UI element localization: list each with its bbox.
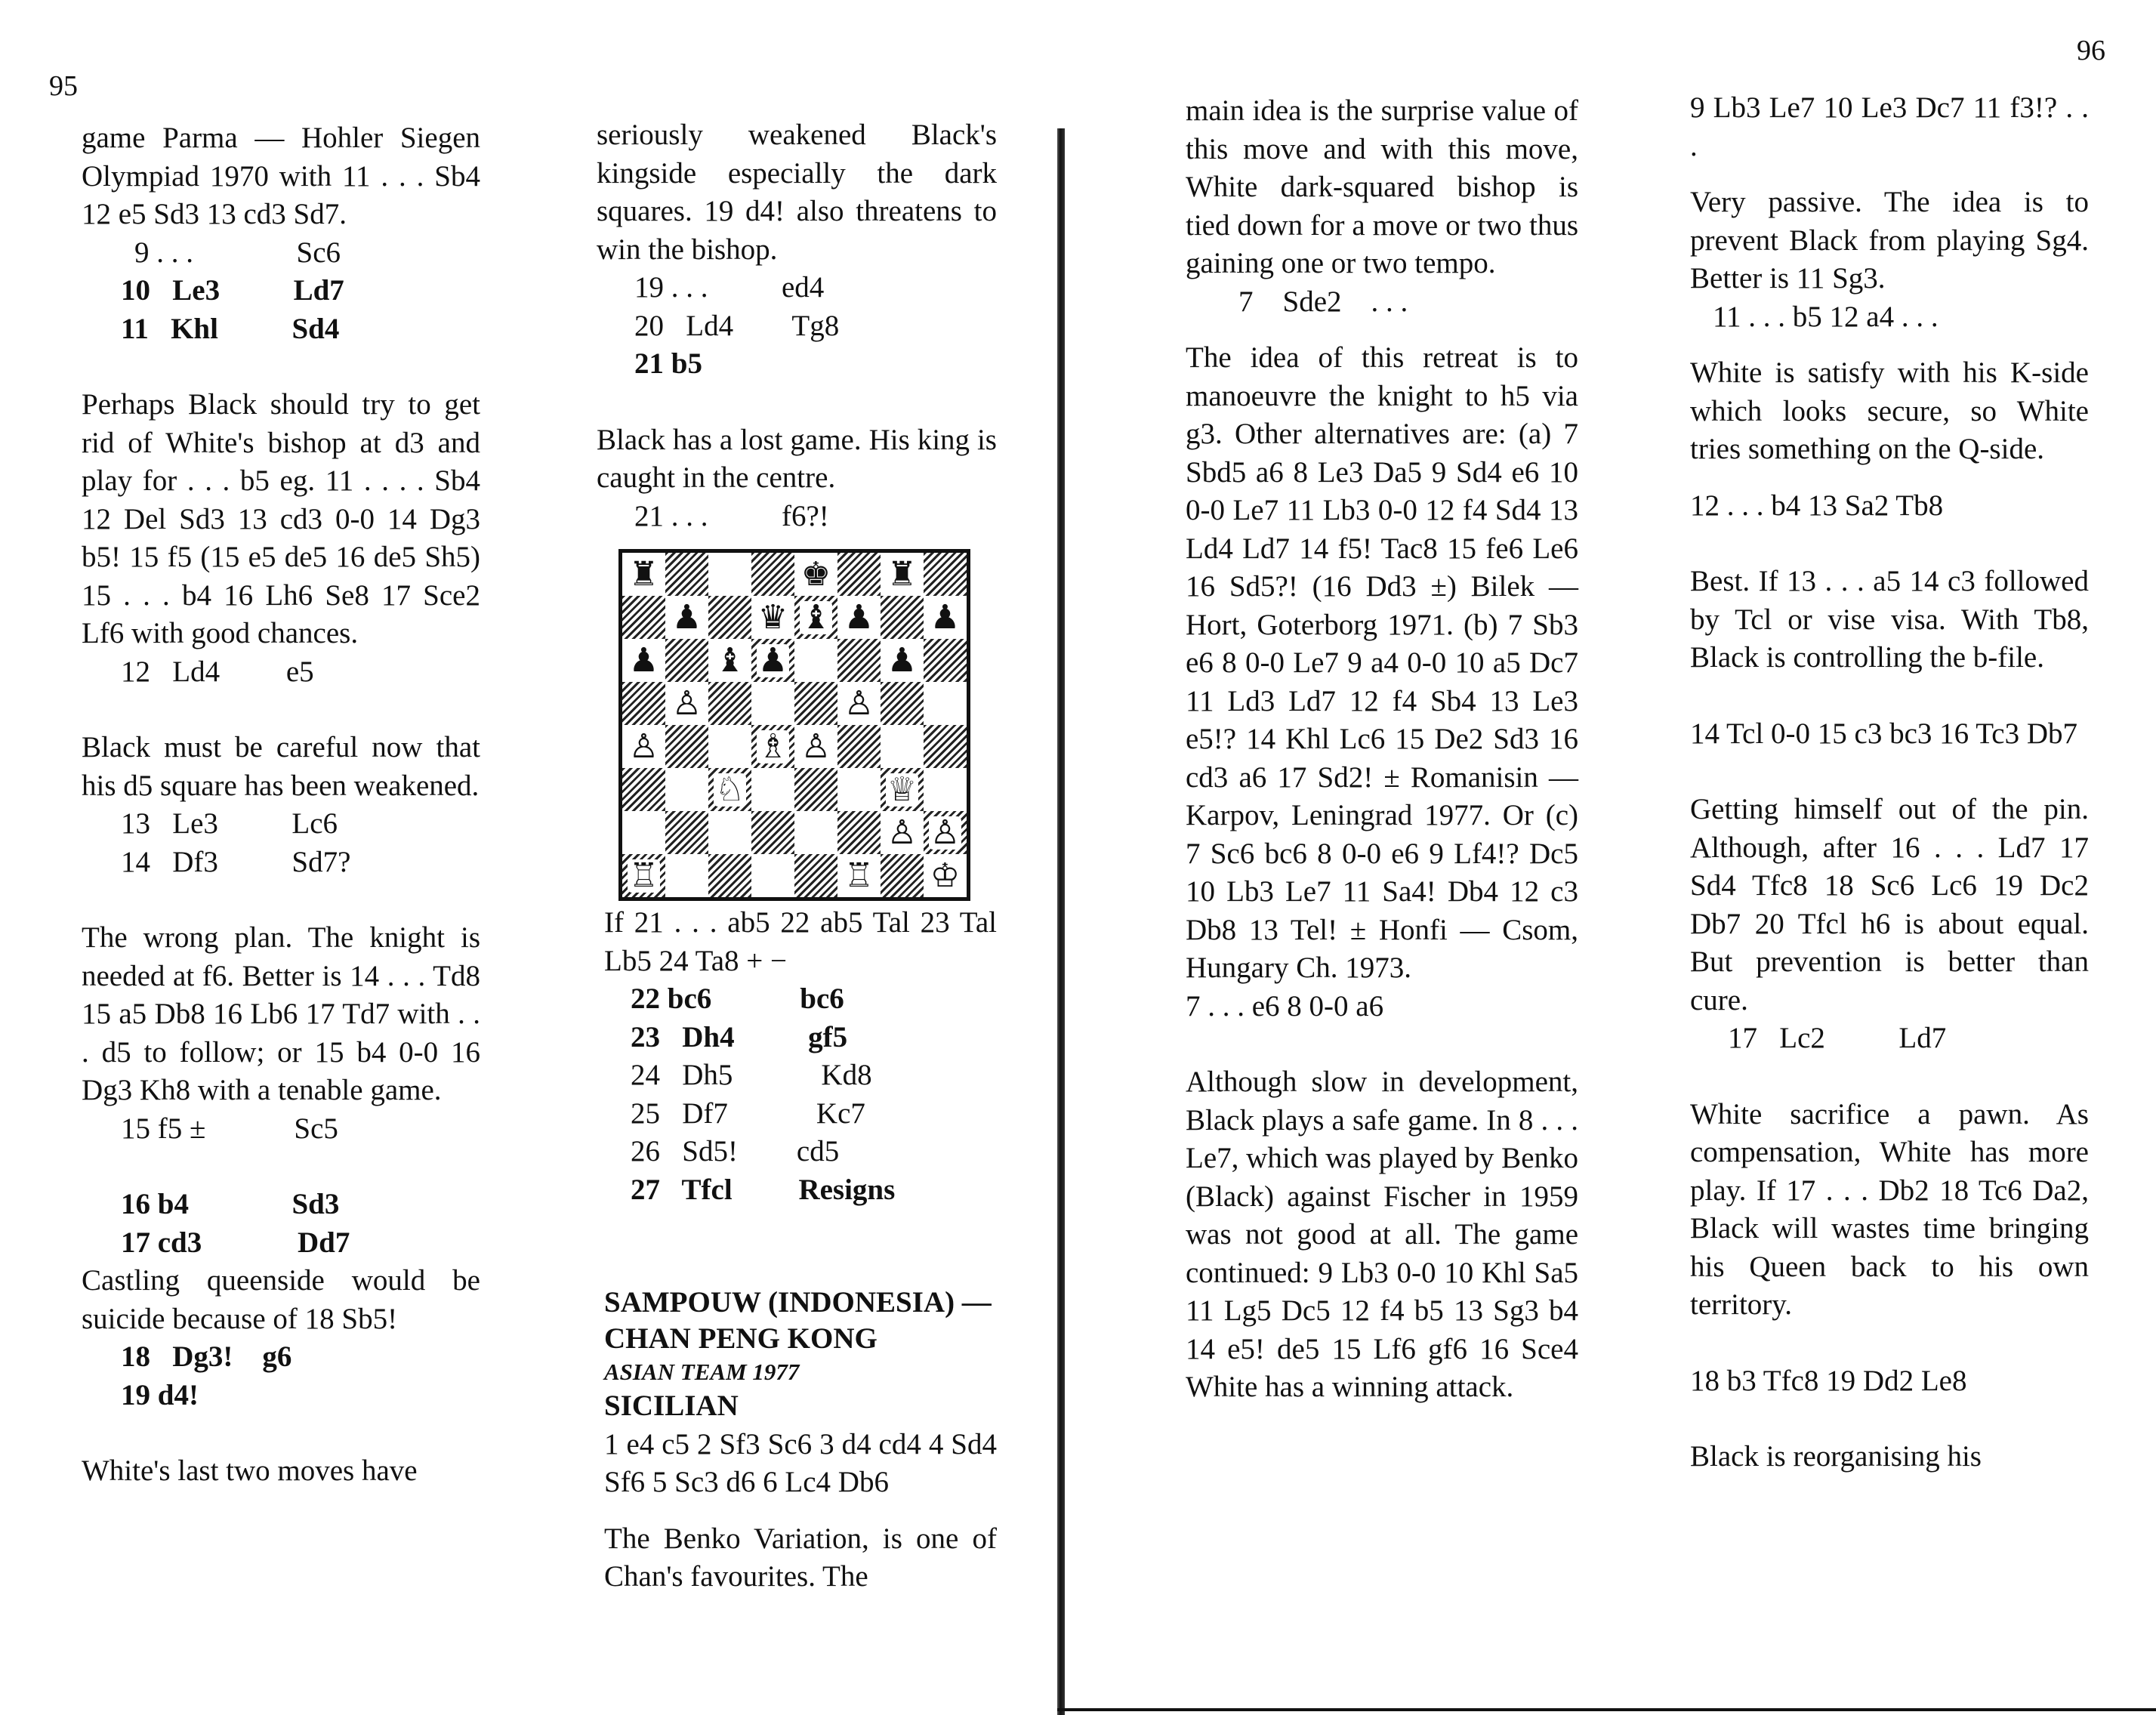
square-d7 [751,596,794,639]
text-paragraph: Black has a lost game. His king is caught in the centre. [597,423,997,494]
chess-piece: ♙ [800,726,831,766]
square-c5 [708,682,751,725]
move-line: 17 Lc2 Ld7 [1728,1022,1947,1054]
move-line: 20 Ld4 Tg8 [634,309,840,342]
move-line: 22 bc6 bc6 [631,982,844,1015]
chess-diagram [618,549,970,901]
move-line: 26 Sd5! cd5 [631,1135,840,1167]
text-paragraph: Very passive. The idea is to prevent Black from playing Sg4. Better is 11 Sg3. [1690,186,2089,295]
square-b2 [665,811,708,854]
chess-piece: ♟ [887,640,918,680]
chess-piece: ♛ [757,597,788,637]
move-line: 14 Df3 Sd7? [121,845,351,878]
text-paragraph: Best. If 13 . . . a5 14 c3 followed by Tcl or vise visa. With Tb8, Black is controlling the b-file. [1690,565,2089,674]
chess-piece: ♙ [887,813,918,852]
square-b7 [665,596,708,639]
square-g8 [881,553,924,596]
square-b6 [665,639,708,682]
move-line: 19 . . . ed4 [634,271,825,304]
move-line: 13 Le3 Lc6 [121,807,338,840]
move-line: 11 . . . b5 12 a4 . . . [1713,300,1939,333]
square-b4 [665,725,708,768]
square-f5 [837,682,881,725]
square-a1 [622,854,665,897]
move-line: 10 Le3 Ld7 [121,274,344,307]
square-e6 [794,639,837,682]
move-line: 21 b5 [634,347,702,380]
text-paragraph: White's last two moves have [82,1454,418,1487]
square-c6 [708,639,751,682]
square-e2 [794,811,837,854]
column-2 [597,116,997,535]
game-heading: SAMPOUW (INDONESIA) — CHAN PENG KONG [604,1286,992,1355]
text-paragraph: main idea is the surprise value of this move and with this move, White dark-squared bishop is tied down for a move or two thus gaining one or two tempo. [1186,94,1578,279]
move-line: 7 . . . e6 8 0-0 a6 [1186,989,1384,1023]
square-f7 [837,596,881,639]
page-bottom-rule [1057,1708,2156,1711]
square-b3 [665,768,708,811]
square-e1 [794,854,837,897]
square-h8 [924,553,967,596]
opening-moves: 1 e4 c5 2 Sf3 Sc6 3 d4 cd4 4 Sd4 Sf6 5 Sc3 d6 6 Lc4 Db6 [604,1427,997,1498]
chess-piece: ♙ [930,813,961,852]
square-d6 [751,639,794,682]
move-line: 15 f5 ± Sc5 [121,1112,338,1145]
text-paragraph: Although slow in development, Black plays a safe game. In 8 . . . Le7, which was played by Benko (Black) against Fischer in 1959 was not good at all. The game continued: 9 Lb3 0-0 10 Khl Sa5 11 Lg5 Dc5 12 f4 b5 13 Sg3 b4 14 e5! de5 15 Lf6 gf6 16 Sce4 White has a winning attack. [1186,1066,1578,1403]
move-line: 25 Df7 Kc7 [631,1097,865,1130]
text-paragraph: The Benko Variation, is one of Chan's favourites. The [604,1522,997,1593]
page-number-right: 96 [2077,35,2105,66]
square-h4 [924,725,967,768]
square-b1 [665,854,708,897]
square-d4 [751,725,794,768]
square-a4 [622,725,665,768]
text-paragraph: The wrong plan. The knight is needed at f6. Better is 14 . . . Td8 15 a5 Db8 16 Lb6 17 Td7 with . . . d5 to follow; or 15 b4 0-0 16 Dg3 Kh8 with a tenable game. [82,921,480,1106]
text-paragraph: Black must be careful now that his d5 square has been weakened. [82,731,480,802]
move-line: 16 b4 Sd3 [121,1188,340,1220]
move-line: 11 Khl Sd4 [121,312,340,345]
text-paragraph: White is satisfy with his K-side which looks secure, so White tries something on the Q-side. [1690,356,2089,465]
square-f1 [837,854,881,897]
column-2-continued [604,904,997,1596]
column-4 [1690,89,2089,1476]
move-line: 21 . . . f6?! [634,499,829,532]
text-paragraph: Getting himself out of the pin. Although, after 16 . . . Ld7 17 Sd4 Tfc8 18 Sc6 Lc6 19 Dc2 Db7 20 Tfcl h6 is about equal. But prevention is better than cure. [1690,793,2089,1016]
chess-piece: ♟ [930,597,961,637]
chess-piece: ♙ [628,726,659,766]
event-name: ASIAN TEAM 1977 [604,1359,800,1385]
move-line: 24 Dh5 Kd8 [631,1059,872,1091]
text-paragraph: game Parma — Hohler Siegen Olympiad 1970 with 11 . . . Sb4 12 e5 Sd3 13 cd3 Sd7. [82,122,480,230]
text-paragraph: 14 Tcl 0-0 15 c3 bc3 16 Tc3 Db7 [1690,717,2078,750]
move-line: 17 cd3 Dd7 [121,1226,350,1259]
chess-piece: ♚ [800,554,831,594]
text-paragraph: The idea of this retreat is to manoeuvre the knight to h5 via g3. Other alternatives are: (a) 7 Sbd5 a6 8 Le3 Da5 9 Sd4 e6 10 0-0 Le7 11 Lb3 0-0 12 f4 Sd4 13 Ld4 Ld7 14 f5! Tac8 15 fe6 Le6 16 Sd5?! (16 Dd3 ±) Bilek — Hort, Goterborg 1971. (b) 7 Sb3 e6 8 0-0 Le7 9 a4 0-0 10 a5 Dc7 11 Ld3 Ld7 12 f4 Sb4 13 Le3 e5!? 14 Khl Lc6 15 De2 Sd3 16 cd3 a6 17 Sd2! ± Romanisin — Karpov, Leningrad 1977. Or (c) 7 Sc6 bc6 8 0-0 e6 9 Lf4!? Dc5 10 Lb3 Le7 11 Sa4! Db4 12 c3 Db8 13 Tel! ± Honfi — Csom, Hungary Ch. 1973. [1186,341,1578,984]
square-f8 [837,553,881,596]
square-d3 [751,768,794,811]
text-paragraph: 12 . . . b4 13 Sa2 Tb8 [1690,489,1944,522]
chess-piece: ♜ [887,554,918,594]
square-c4 [708,725,751,768]
text-paragraph: Perhaps Black should try to get rid of White's bishop at d3 and play for . . . b5 eg. 11 . . . . Sb4 12 Del Sd3 13 cd3 0-0 14 Dg3 b5! 15 f5 (15 e5 de5 16 de5 Sh5) 15 . . . b4 16 Lh6 Se8 17 Sce2 Lf6 with good chances. [82,388,480,649]
chess-piece: ♟ [757,640,788,680]
chess-piece: ♘ [714,770,745,809]
square-g6 [881,639,924,682]
square-c1 [708,854,751,897]
square-c8 [708,553,751,596]
square-a8 [622,553,665,596]
square-f6 [837,639,881,682]
opening-name: SICILIAN [604,1390,739,1422]
chess-piece: ♟ [671,597,702,637]
square-c3 [708,768,751,811]
square-b8 [665,553,708,596]
square-e8 [794,553,837,596]
square-h1 [924,854,967,897]
chess-piece: ♝ [714,640,745,680]
square-e3 [794,768,837,811]
move-line: 23 Dh4 gf5 [631,1020,848,1053]
square-e4 [794,725,837,768]
square-b5 [665,682,708,725]
square-h2 [924,811,967,854]
square-d1 [751,854,794,897]
chess-piece: ♖ [628,856,659,895]
chess-piece: ♔ [930,856,961,895]
square-c7 [708,596,751,639]
square-h5 [924,682,967,725]
square-a3 [622,768,665,811]
square-e7 [794,596,837,639]
chess-piece: ♖ [844,856,874,895]
square-f2 [837,811,881,854]
square-h7 [924,596,967,639]
square-c2 [708,811,751,854]
square-g1 [881,854,924,897]
square-g2 [881,811,924,854]
square-g4 [881,725,924,768]
square-a6 [622,639,665,682]
square-d8 [751,553,794,596]
chess-piece: ♕ [887,770,918,809]
text-paragraph: Black is reorganising his [1690,1440,1982,1473]
column-3 [1186,92,1578,1407]
page-number-left: 95 [49,70,78,102]
square-e5 [794,682,837,725]
move-line: 27 Tfcl Resigns [631,1173,896,1206]
move-line: 7 Sde2 . . . [1238,285,1408,318]
text-paragraph: If 21 . . . ab5 22 ab5 Tal 23 Tal Lb5 24 Ta8 + − [604,906,997,977]
square-g5 [881,682,924,725]
square-f4 [837,725,881,768]
move-line: 18 Dg3! g6 [121,1340,292,1373]
text-paragraph: 18 b3 Tfc8 19 Dd2 Le8 [1690,1364,1967,1397]
square-h6 [924,639,967,682]
chess-piece: ♟ [844,597,874,637]
square-f3 [837,768,881,811]
move-line: 12 Ld4 e5 [121,655,314,688]
move-line: 9 . . . Sc6 [134,236,341,269]
square-d5 [751,682,794,725]
chess-piece: ♗ [757,726,788,766]
square-d2 [751,811,794,854]
text-paragraph: seriously weakened Black's kingside especially the dark squares. 19 d4! also threatens to win the bishop. [597,119,997,266]
text-paragraph: Castling queenside would be suicide because of 18 Sb5! [82,1264,480,1335]
chess-piece: ♜ [628,554,659,594]
chess-piece: ♙ [844,683,874,723]
square-a7 [622,596,665,639]
chess-piece: ♙ [671,683,702,723]
book-spine [1057,128,1065,1715]
text-paragraph: 9 Lb3 Le7 10 Le3 Dc7 11 f3!? . . . [1690,91,2089,162]
square-g3 [881,768,924,811]
move-line: 19 d4! [121,1378,199,1411]
square-g7 [881,596,924,639]
square-a5 [622,682,665,725]
square-a2 [622,811,665,854]
square-h3 [924,768,967,811]
column-1 [82,119,480,1491]
text-paragraph: White sacrifice a pawn. As compensation, White has more play. If 17 . . . Db2 18 Tc6 Da2, Black will wastes time bringing his Queen back to his own territory. [1690,1097,2089,1321]
chess-piece: ♝ [800,597,831,637]
chess-piece: ♟ [628,640,659,680]
